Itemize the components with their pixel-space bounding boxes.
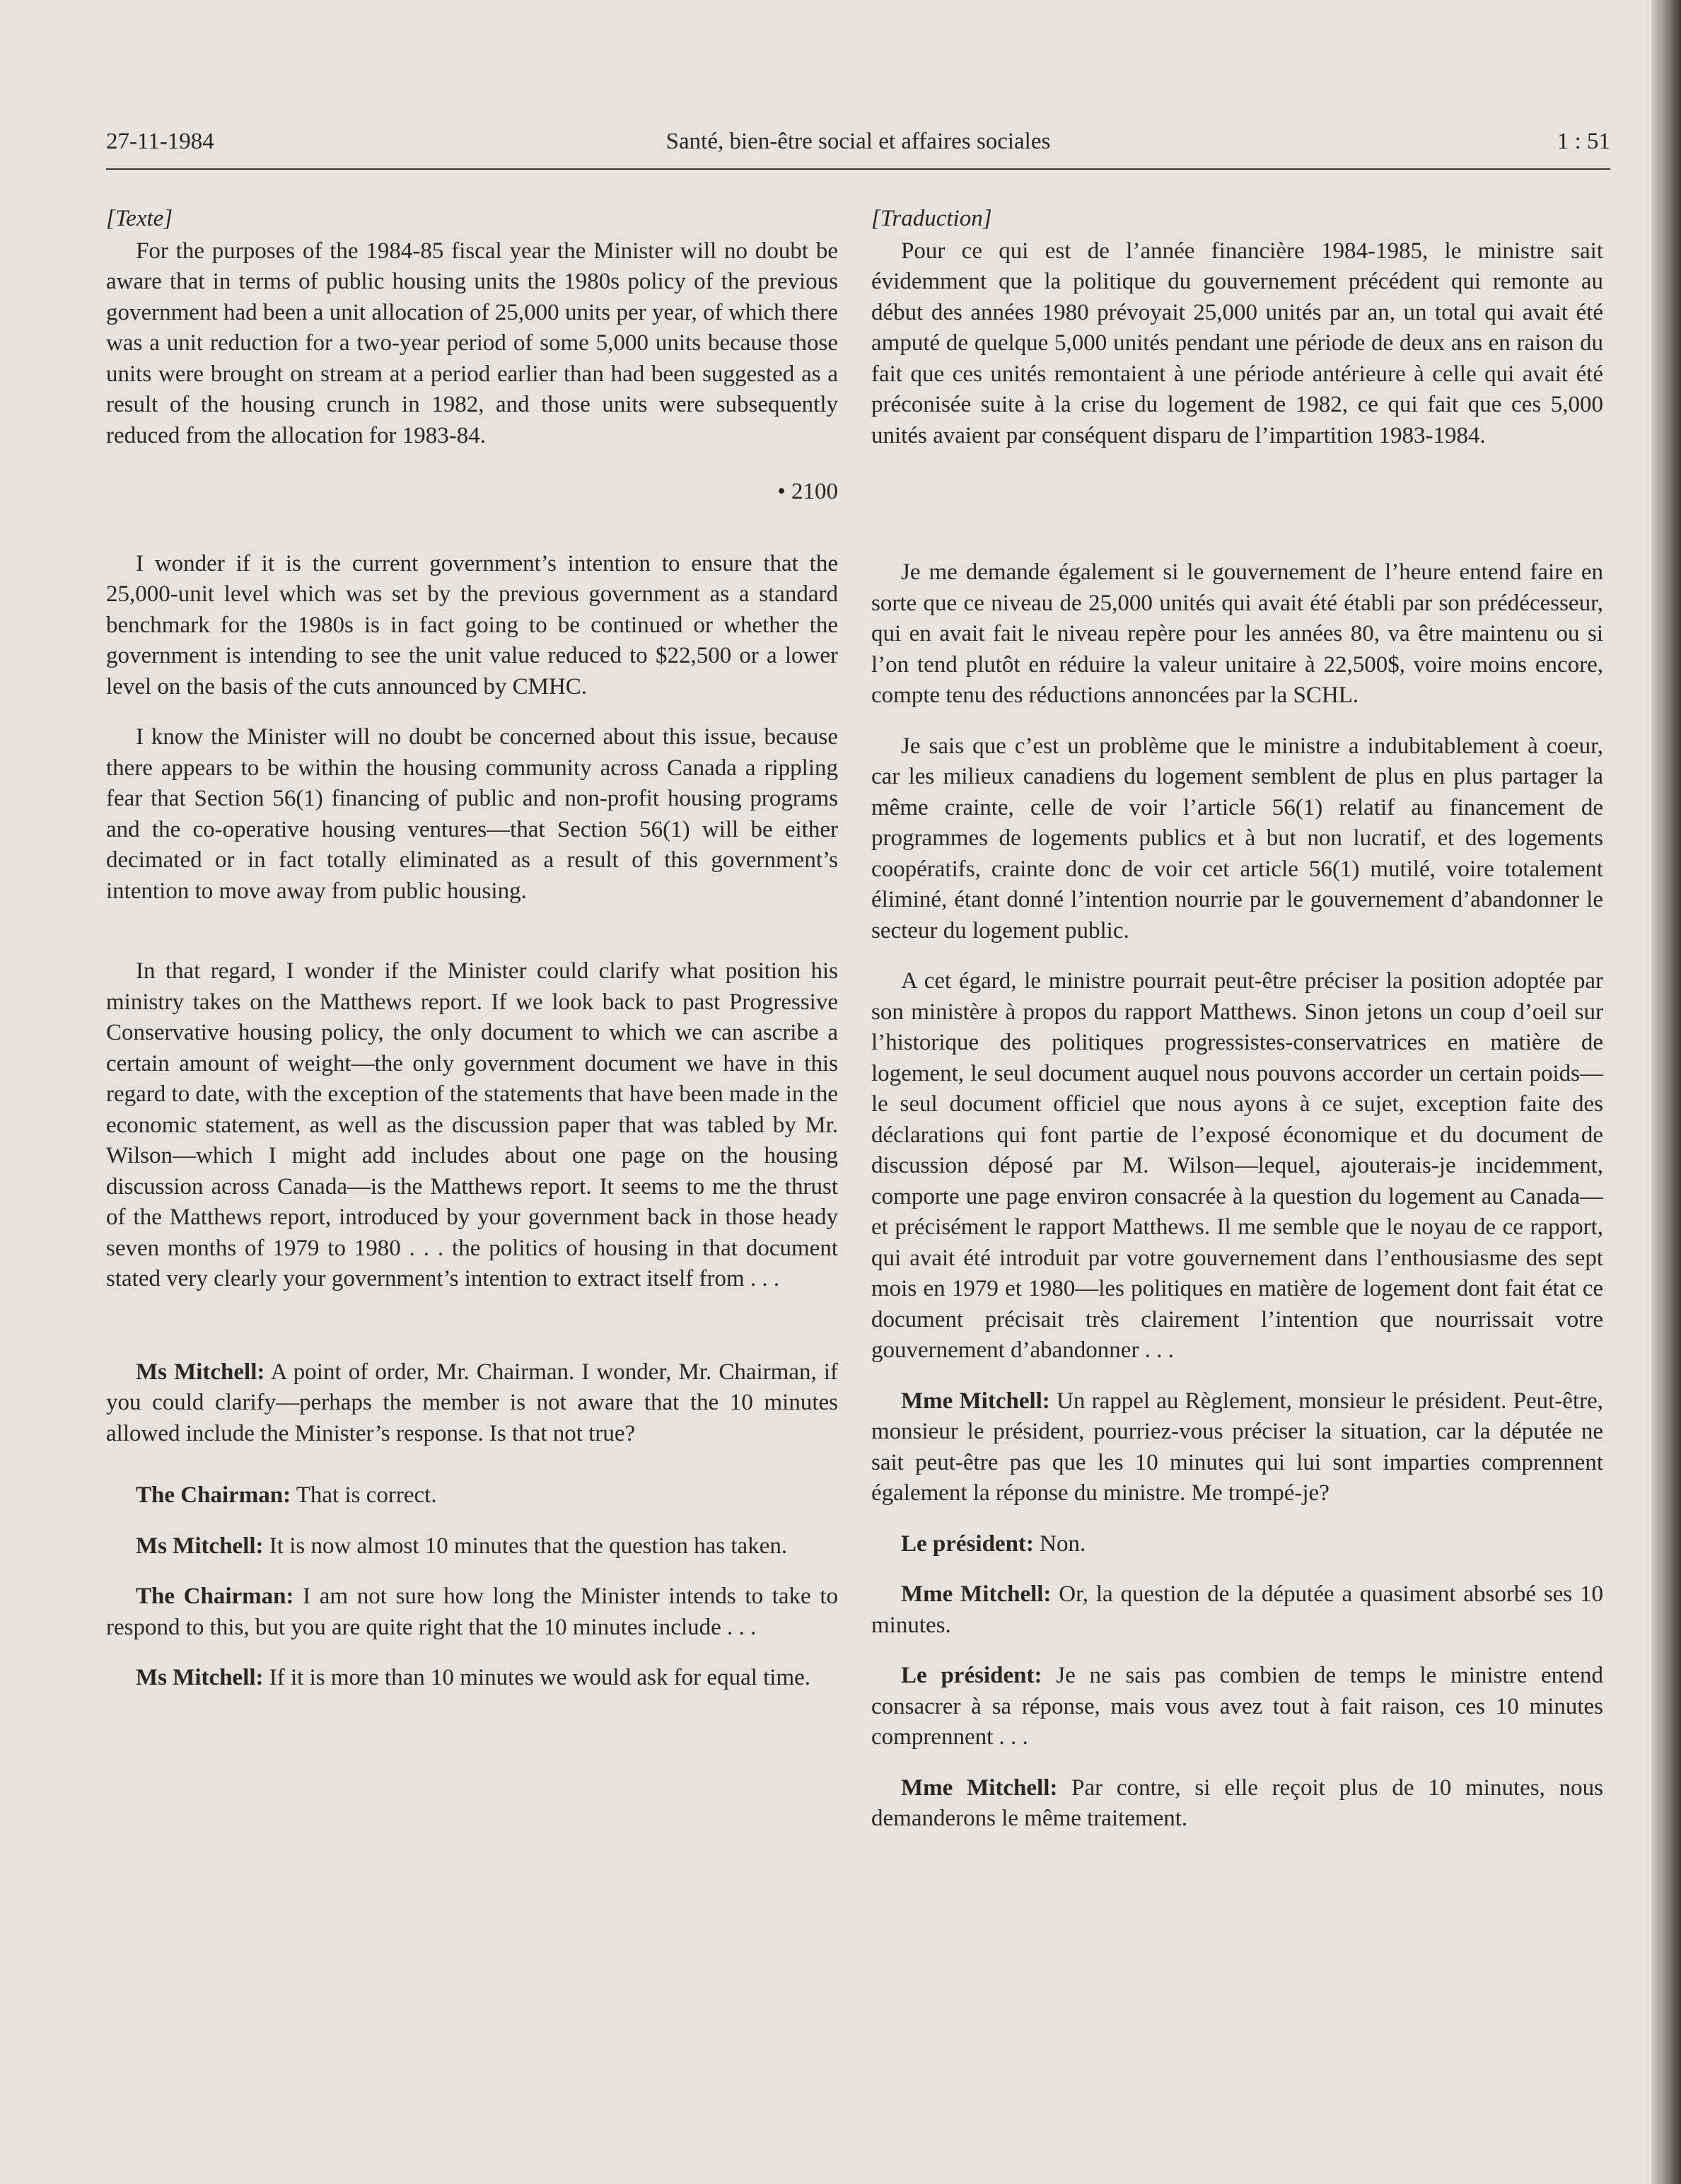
speech-text: Un rappel au Règlement, monsieur le président. Peut-être, monsieur le président, pourriez-vous préciser la situation, car la députée ne sait peut-être pas que les 10 minutes qui lui sont imparties comprennent également la réponse du ministre. Me trompé-je? bbox=[871, 1388, 1603, 1506]
speech-text: Or, la question de la députée a quasiment absorbé ses 10 minutes. bbox=[871, 1581, 1603, 1638]
speaker-name: Mme Mitchell: bbox=[901, 1388, 1050, 1414]
speech-text: Non. bbox=[1033, 1530, 1086, 1557]
french-column bbox=[871, 204, 1603, 1835]
speech-ms-mitchell bbox=[106, 1531, 838, 1562]
speech-mme-mitchell bbox=[871, 1579, 1603, 1641]
speech-ms-mitchell bbox=[106, 1357, 838, 1450]
speaker-name: The Chairman: bbox=[136, 1584, 294, 1609]
speaker-name: Mme Mitchell: bbox=[901, 1581, 1052, 1607]
running-header bbox=[106, 127, 1610, 168]
speech-president bbox=[871, 1529, 1603, 1560]
time-marker: • 2100 bbox=[777, 479, 838, 504]
speech-ms-mitchell bbox=[106, 1663, 838, 1694]
paragraph: I know the Minister will no doubt be concerned about this issue, because there appears to be within the housing community across Canada a rippling fear that Section 56(1) financing of public and non-profit housing programs and the co-operative housing ventures—that Section 56(1) will be either decimated or in fact totally eliminated as a result of this government’s intention to move away from public housing. bbox=[106, 724, 838, 904]
header-title: Santé, bien-être social et affaires sociales bbox=[665, 129, 1051, 154]
speaker-name: Le président: bbox=[901, 1663, 1042, 1688]
speaker-name: Le président: bbox=[901, 1530, 1034, 1557]
speech-text: Je ne sais pas combien de temps le ministre entend consacrer à sa réponse, mais vous avez tout à fait raison, ces 10 minutes comprennent . . . bbox=[871, 1663, 1603, 1750]
english-column bbox=[106, 204, 838, 1694]
paragraph: Je sais que c’est un problème que le ministre a indubitablement à coeur, car les milieux canadiens du logement semblent de plus en plus partager la même crainte, celle de voir l’article 56(1) relatif au financement de programmes de logements publics et à but non lucratif, et des logements coopératifs, crainte donc de voir cet article 56(1) mutilé, voire totalement éliminé, étant donné l’intention nourrie par le gouvernement d’abandonner le secteur du logement public. bbox=[871, 733, 1603, 943]
paragraph: Je me demande également si le gouvernement de l’heure entend faire en sorte que ce niveau de 25,000 unités qui avait été établi par son prédécesseur, qui en avait fait le niveau repère pour les années 80, va être maintenu ou si l’on tend plutôt en réduire la valeur unitaire à 22,500$, voire moins encore, compte tenu des réductions annoncées par la SCHL. bbox=[871, 559, 1603, 708]
speech-text: A point of order, Mr. Chairman. I wonder, Mr. Chairman, if you could clarify—perhaps the member is not aware that the 10 minutes allowed include the Minister’s response. Is that not true? bbox=[106, 1359, 838, 1446]
translation-label: [Traduction] bbox=[871, 206, 992, 231]
speaker-name: Ms Mitchell: bbox=[136, 1359, 265, 1385]
speech-text: I am not sure how long the Minister intends to take to respond to this, but you are quite right that the 10 minutes include . . . bbox=[106, 1584, 839, 1640]
header-date: 27-11-1984 bbox=[106, 129, 214, 154]
paragraph: A cet égard, le ministre pourrait peut-être préciser la position adoptée par son ministère à propos du rapport Matthews. Sinon jetons un coup d’oeil sur l’historique des politiques progressistes-conservatrices en matière de logement, le seul document auquel nous pouvons accorder un certain poids—le seul document officiel que nous ayons à ce sujet, exception faite des déclarations qui font partie de l’exposé économique et du document de discussion déposé par M. Wilson—lequel, ajouterais-je incidemment, comporte une page environ consacrée à la question du logement au Canada—et précisément le rapport Matthews. Il me semble que le noyau de ce rapport, qui avait été introduit par votre gouvernement dans l’enthousiasme des sept mois en 1979 et 1980—les politiques en matière de logement dont fait état ce document précisait très clairement l’intention que nourrissait votre gouvernement d’abandonner . . . bbox=[871, 968, 1603, 1363]
speech-chairman bbox=[106, 1581, 838, 1643]
speaker-name: The Chairman: bbox=[136, 1482, 291, 1508]
paragraph: In that regard, I wonder if the Minister could clarify what position his ministry takes on the Matthews report. If we look back to past Progressive Conservative housing policy, the only document to which we can ascribe a certain amount of weight—the only government document we have in this regard to date, with the exception of the statements that have been made in the economic statement, as well as the discussion paper that was tabled by Mr. Wilson—which I might add includes about one page on the housing discussion across Canada—is the Matthews report. It seems to me the thrust of the Matthews report, introduced by your government back in those heady seven months of 1979 to 1980 . . . the politics of housing in that document stated very clearly your government’s intention to extract itself from . . . bbox=[106, 958, 838, 1291]
speaker-name: Mme Mitchell: bbox=[901, 1774, 1058, 1801]
speech-text: Par contre, si elle reçoit plus de 10 minutes, nous demanderons le même traitement. bbox=[871, 1774, 1603, 1831]
speaker-name: Ms Mitchell: bbox=[136, 1665, 264, 1690]
page-binding-edge bbox=[1651, 0, 1681, 2184]
header-page-number: 1 : 51 bbox=[1557, 129, 1610, 154]
speaker-name: Ms Mitchell: bbox=[136, 1533, 264, 1559]
paragraph: Pour ce qui est de l’année financière 1984-1985, le ministre sait évidemment que la politique du gouvernement précédent qui remonte au début des années 1980 prévoyait 25,000 unités par an, un total qui avait été amputé de quelque 5,000 unités pendant une période de deux ans en raison du fait que ces unités remontaient à une période antérieure à celle qui avait été préconisée suite à la crise du logement de 1982, ce qui fait que ces 5,000 unités avaient par conséquent disparu de l’impartition 1983-1984. bbox=[871, 238, 1603, 448]
speech-text: That is correct. bbox=[291, 1482, 437, 1508]
speech-text: If it is more than 10 minutes we would ask for equal time. bbox=[263, 1665, 811, 1690]
header-rule bbox=[106, 168, 1610, 170]
text-label: [Texte] bbox=[106, 206, 173, 231]
paragraph: For the purposes of the 1984-85 fiscal year the Minister will no doubt be aware that in terms of public housing units the 1980s policy of the previous government had been a unit allocation of 25,000 units per year, of which there was a unit reduction for a two-year period of some 5,000 units because those units were brought on stream at a period earlier than had been suggested as a result of the housing crunch in 1982, and those units were subsequently reduced from the allocation for 1983-84. bbox=[106, 238, 838, 448]
speech-chairman bbox=[106, 1480, 838, 1511]
speech-mme-mitchell bbox=[871, 1386, 1603, 1509]
speech-president bbox=[871, 1661, 1603, 1753]
speech-mme-mitchell bbox=[871, 1773, 1603, 1835]
paragraph: I wonder if it is the current government’s intention to ensure that the 25,000-unit level which was set by the previous government as a standard benchmark for the 1980s is in fact going to be continued or whether the government is intending to see the unit value reduced to $22,500 or a lower level on the basis of the cuts announced by CMHC. bbox=[106, 550, 838, 699]
speech-text: It is now almost 10 minutes that the question has taken. bbox=[263, 1533, 788, 1559]
